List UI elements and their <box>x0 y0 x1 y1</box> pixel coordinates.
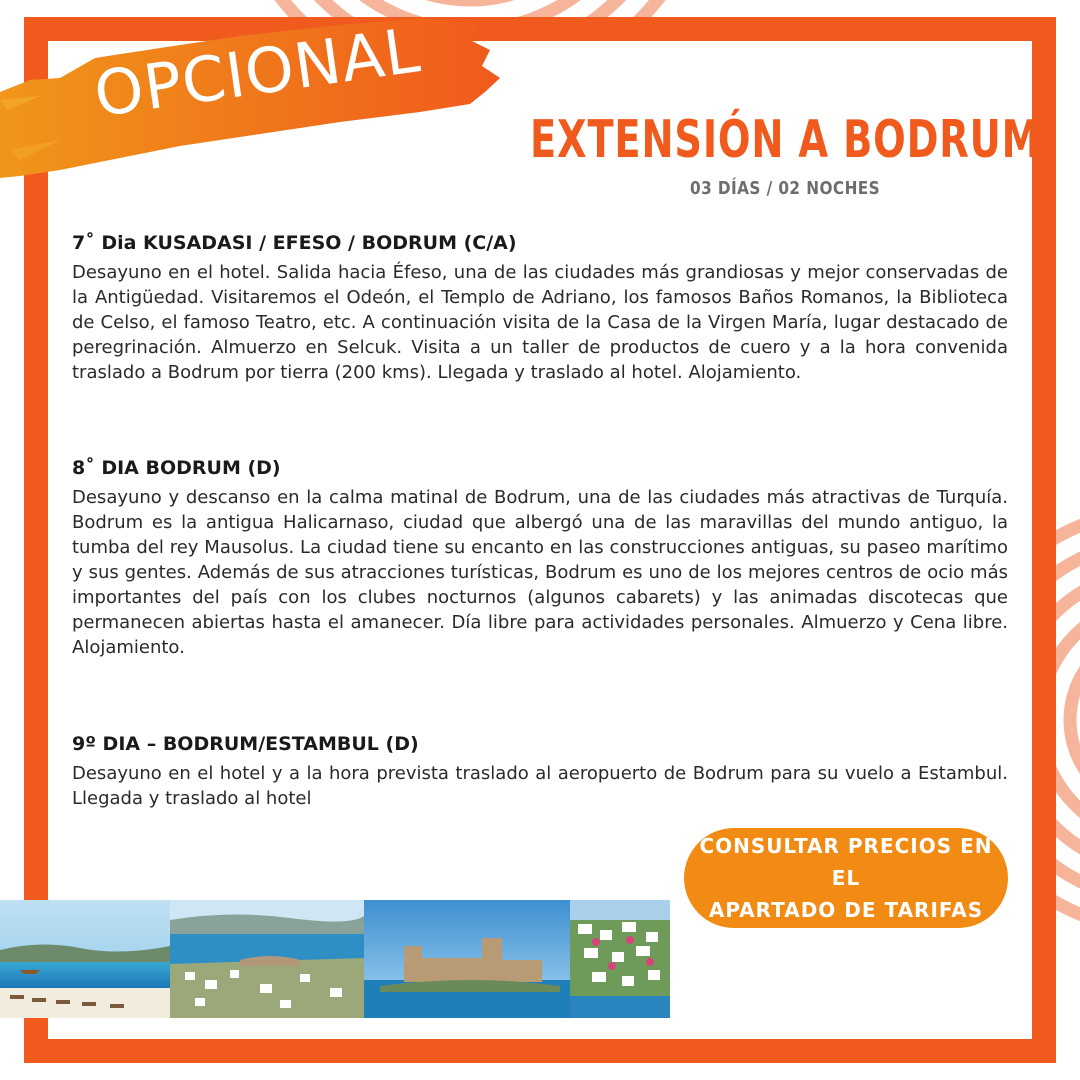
cta-line-2: APARTADO DE TARIFAS <box>708 898 984 922</box>
photo-harbour <box>170 900 364 1018</box>
photo-strip <box>0 900 670 1018</box>
consult-prices-button[interactable] <box>684 828 1008 928</box>
day-description: Desayuno y descanso en la calma matinal de Bodrum, una de las ciudades más atractivas de Turquía. Bodrum es la antigua Halicarnaso, ciudad que albergó una de las maravillas del mundo antiguo, la tumba del rey Mausolus. La ciudad tiene su encanto en las construcciones antiguas, su paseo marítimo y sus gentes. Además de sus atracciones turísticas, Bodrum es uno de los mejores centros de ocio más importantes del país con los clubes nocturnos (algunos cabarets) y las animadas discotecas que permanecen abiertas hasta el amanecer. Día libre para actividades personales. Almuerzo y Cena libre. Alojamiento. <box>72 487 1008 658</box>
day-section-8 <box>72 457 1008 660</box>
photo-houses <box>570 900 670 1018</box>
day-heading: 8˚ DIA BODRUM (D) <box>72 457 281 479</box>
duration-subtitle: 03 DÍAS / 02 NOCHES <box>690 178 881 199</box>
day-description: Desayuno en el hotel. Salida hacia Éfeso, una de las ciudades más grandiosas y mejor conservadas de la Antigüedad. Visitaremos el Odeón, el Templo de Adriano, los famosos Baños Romanos, la Biblioteca de Celso, el famoso Teatro, etc. A continuación visita de la Casa de la Virgen María, lugar destacado de peregrinación. Almuerzo en Selcuk. Visita a un taller de productos de cuero y a la hora convenida traslado a Bodrum por tierra (200 kms). Llegada y traslado al hotel. Alojamiento. <box>72 262 1008 383</box>
day-heading: 7˚ Dia KUSADASI / EFESO / BODRUM (C/A) <box>72 232 517 254</box>
page-title: EXTENSIÓN A BODRUM <box>530 110 1041 170</box>
day-heading: 9º DIA – BODRUM/ESTAMBUL (D) <box>72 733 419 755</box>
cta-line-1: CONSULTAR PRECIOS EN EL <box>699 834 993 890</box>
photo-beach <box>0 900 170 1018</box>
day-section-7 <box>72 232 1008 385</box>
day-description: Desayuno en el hotel y a la hora prevista traslado al aeropuerto de Bodrum para su vuelo a Estambul. Llegada y traslado al hotel <box>72 763 1008 809</box>
day-section-9 <box>72 733 1008 811</box>
photo-castle <box>364 900 570 1018</box>
optional-label: OPCIONAL <box>89 13 425 132</box>
